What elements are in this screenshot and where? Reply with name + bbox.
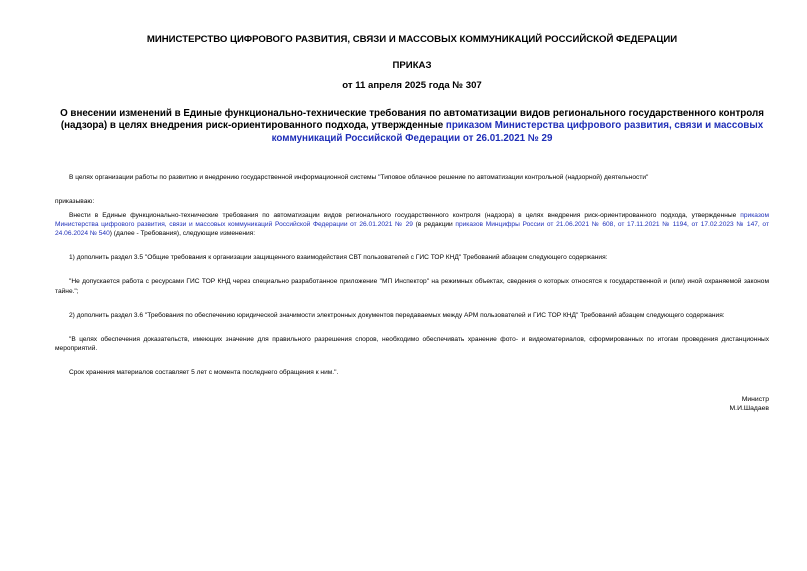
ministry-heading: МИНИСТЕРСТВО ЦИФРОВОГО РАЗВИТИЯ, СВЯЗИ И МАССОВЫХ КОММУНИКАЦИЙ РОССИЙСКОЙ ФЕДЕРАЦИИ [146,34,678,45]
signature-block [730,395,769,414]
order-word: приказываю: [55,198,95,206]
amendment-item-2-quote: "В целях обеспечения доказательств, имеющих значение для правильного разрешения споров, необходимо обеспечивать хранение фото- и видеоматериалов, сформированных по итогам проведения дистанционных мероприятий. [55,336,769,353]
signatory-name: М.И.Шадаев [729,405,769,413]
amendment-item-1: 1) дополнить раздел 3.5 "Общие требования к организации защищенного взаимодействия СВТ пользователей с ГИС ТОР КНД" Требований абзацем следующего содержания: [69,254,608,262]
document-title [55,108,769,145]
amendment-item-2: 2) дополнить раздел 3.6 "Требования по обеспечению юридической значимости электронных документов передаваемых между АРМ пользователей и ГИС ТОР КНД" Требований абзацем следующего содержания: [69,311,725,319]
document-type: ПРИКАЗ [392,60,432,71]
amendment-item-1-quote: "Не допускается работа с ресурсами ГИС ТОР КНД через специально разработанное приложение "МП Инспектор" на режимных объектах, сведения о которых относятся к государственной и (или) иной охраняемой законом тайне."; [55,278,769,295]
base-order-link[interactable]: приказом Министерства цифрового развития, связи и массовых коммуникаций Российской Федерации от 26.01.2021 № 29 [55,211,769,228]
main-paragraph-text-3: ) (далее - Требования), следующие изменения: [109,230,256,238]
main-paragraph-text-2: (в редакции [412,220,456,228]
document-body [55,173,769,377]
main-paragraph-text-1: Внести в Единые функционально-технические требования по автоматизации видов регионального государственного контроля (надзора) в целях внедрения риск-ориентированного подхода, утвержденные [69,211,741,219]
storage-period-paragraph: Срок хранения материалов составляет 5 лет с момента последнего обращения к ним.". [69,369,339,377]
title-order-link[interactable]: приказом Министерства цифрового развития, связи и массовых коммуникаций Российской Федерации от 26.01.2021 № 29 [271,120,764,144]
title-text: О внесении изменений в Единые функционально-технические требования по автоматизации видов регионального государственного контроля (надзора) в целях внедрения риск-ориентированного подхода, утвержденные [60,108,764,132]
main-paragraph [55,211,769,239]
document-date-number: от 11 апреля 2025 года № 307 [342,80,482,91]
signatory-position: Министр [741,396,769,403]
preamble-paragraph: В целях организации работы по развитию и внедрению государственной информационной системы "Типовое облачное решение по автоматизации контрольной (надзорной) деятельности" [69,174,649,182]
amending-orders-link[interactable]: приказов Минцифры России от 21.06.2021 № 608, от 17.11.2021 № 1194, от 17.02.2023 № 147, от 24.06.2024 № 540 [55,220,769,238]
